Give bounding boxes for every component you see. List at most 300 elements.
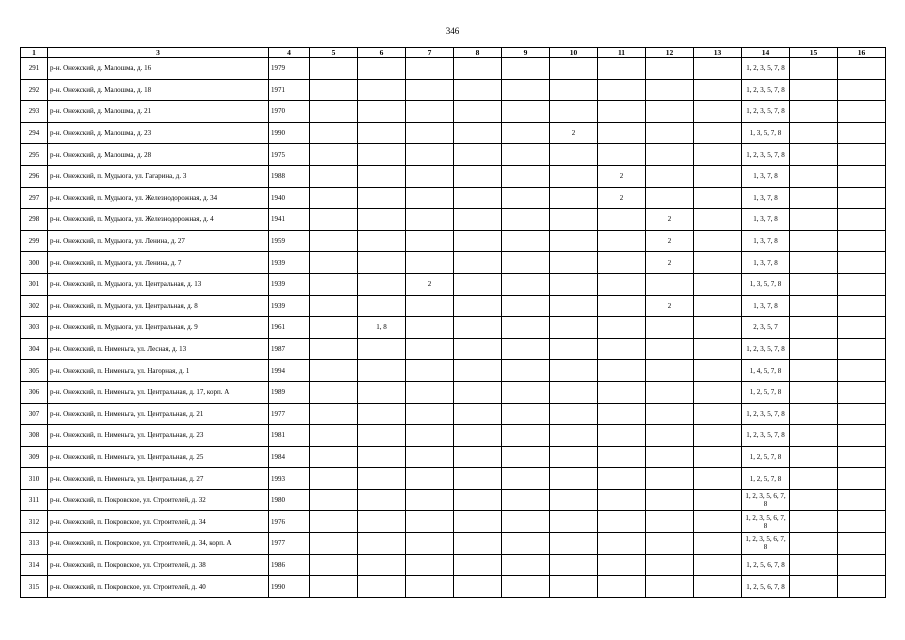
year-cell: 1975 [269,144,310,166]
value-cell [454,187,502,209]
value-cell [454,165,502,187]
year-cell: 1961 [269,317,310,339]
value-cell [694,554,742,576]
value-cell [694,187,742,209]
value-cell: 1, 3, 7, 8 [742,230,790,252]
value-cell [838,446,886,468]
value-cell [598,403,646,425]
column-header: 6 [358,48,406,58]
value-cell [838,360,886,382]
address-cell: р-н. Онежский, п. Покровское, ул. Строителей, д. 32 [48,489,269,511]
row-number-cell: 315 [21,576,48,598]
value-cell [550,554,598,576]
value-cell [310,79,358,101]
value-cell [790,381,838,403]
value-cell [406,489,454,511]
row-number-cell: 294 [21,122,48,144]
value-cell [598,381,646,403]
value-cell [406,338,454,360]
value-cell [646,381,694,403]
value-cell [550,273,598,295]
value-cell [790,144,838,166]
column-header: 3 [48,48,269,58]
value-cell [502,317,550,339]
address-cell: р-н. Онежский, п. Мудьюга, ул. Гагарина, д. 3 [48,165,269,187]
value-cell [550,295,598,317]
value-cell [454,533,502,555]
value-cell [406,295,454,317]
column-header: 5 [310,48,358,58]
value-cell [790,511,838,533]
address-cell: р-н. Онежский, п. Покровское, ул. Строителей, д. 40 [48,576,269,598]
value-cell [406,317,454,339]
value-cell: 1, 2, 3, 5, 7, 8 [742,58,790,80]
year-cell: 1977 [269,533,310,555]
value-cell [790,165,838,187]
value-cell [454,230,502,252]
value-cell [550,533,598,555]
row-number-cell: 312 [21,511,48,533]
value-cell [406,230,454,252]
address-cell: р-н. Онежский, д. Малошма, д. 28 [48,144,269,166]
value-cell [598,446,646,468]
value-cell [406,187,454,209]
year-cell: 1971 [269,79,310,101]
row-number-cell: 307 [21,403,48,425]
address-cell: р-н. Онежский, п. Покровское, ул. Строителей, д. 34 [48,511,269,533]
value-cell [358,230,406,252]
value-cell [454,425,502,447]
value-cell [454,79,502,101]
table-row [21,79,886,101]
value-cell [694,209,742,231]
register-table [20,47,886,598]
table-row [21,468,886,490]
value-cell [454,209,502,231]
value-cell [310,554,358,576]
year-cell: 1990 [269,122,310,144]
year-cell: 1984 [269,446,310,468]
value-cell [598,511,646,533]
value-cell [454,554,502,576]
value-cell [598,58,646,80]
value-cell [406,58,454,80]
value-cell [550,230,598,252]
value-cell [838,403,886,425]
value-cell [838,273,886,295]
value-cell: 2 [550,122,598,144]
column-header: 7 [406,48,454,58]
value-cell [406,252,454,274]
value-cell [694,101,742,123]
value-cell [406,144,454,166]
table-row [21,381,886,403]
value-cell [358,79,406,101]
row-number-cell: 296 [21,165,48,187]
value-cell [550,144,598,166]
row-number-cell: 302 [21,295,48,317]
table-row [21,554,886,576]
year-cell: 1989 [269,381,310,403]
value-cell [694,122,742,144]
value-cell [646,122,694,144]
value-cell [598,468,646,490]
value-cell [838,79,886,101]
value-cell [694,58,742,80]
value-cell [310,101,358,123]
value-cell [454,446,502,468]
value-cell [790,533,838,555]
value-cell [646,554,694,576]
row-number-cell: 311 [21,489,48,511]
value-cell [646,511,694,533]
value-cell [454,58,502,80]
table-row [21,317,886,339]
value-cell [790,295,838,317]
value-cell [310,122,358,144]
value-cell [454,360,502,382]
column-header: 16 [838,48,886,58]
value-cell [406,360,454,382]
value-cell [310,187,358,209]
value-cell [550,101,598,123]
value-cell [694,79,742,101]
year-cell: 1976 [269,511,310,533]
value-cell [694,511,742,533]
value-cell [358,425,406,447]
year-cell: 1941 [269,209,310,231]
value-cell [694,338,742,360]
value-cell [598,489,646,511]
value-cell [790,576,838,598]
value-cell [838,533,886,555]
row-number-cell: 298 [21,209,48,231]
value-cell [406,468,454,490]
year-cell: 1980 [269,489,310,511]
value-cell [502,144,550,166]
year-cell: 1940 [269,187,310,209]
value-cell [406,381,454,403]
value-cell [598,360,646,382]
value-cell [646,576,694,598]
value-cell [694,230,742,252]
value-cell: 2, 3, 5, 7 [742,317,790,339]
value-cell [454,381,502,403]
table-row [21,252,886,274]
value-cell [454,101,502,123]
value-cell [502,338,550,360]
value-cell [550,209,598,231]
row-number-cell: 313 [21,533,48,555]
value-cell [838,122,886,144]
value-cell: 1, 2, 3, 5, 7, 8 [742,79,790,101]
value-cell [310,165,358,187]
row-number-cell: 303 [21,317,48,339]
value-cell: 1, 2, 3, 5, 7, 8 [742,101,790,123]
value-cell [646,317,694,339]
value-cell: 1, 2, 3, 5, 6, 7, 8 [742,511,790,533]
value-cell [598,230,646,252]
value-cell [310,338,358,360]
value-cell: 2 [646,252,694,274]
value-cell [358,489,406,511]
table-row [21,446,886,468]
value-cell: 1, 3, 7, 8 [742,252,790,274]
column-header: 4 [269,48,310,58]
value-cell [838,187,886,209]
value-cell [790,317,838,339]
value-cell [550,79,598,101]
value-cell [598,295,646,317]
table-row [21,209,886,231]
value-cell [790,187,838,209]
value-cell [694,403,742,425]
value-cell [502,122,550,144]
value-cell [406,554,454,576]
value-cell [790,468,838,490]
value-cell [550,360,598,382]
value-cell [646,58,694,80]
value-cell [406,446,454,468]
year-cell: 1993 [269,468,310,490]
value-cell [406,576,454,598]
value-cell [358,58,406,80]
value-cell: 1, 8 [358,317,406,339]
value-cell [646,468,694,490]
value-cell [838,58,886,80]
row-number-cell: 305 [21,360,48,382]
value-cell [838,554,886,576]
address-cell: р-н. Онежский, д. Малошма, д. 23 [48,122,269,144]
value-cell [598,252,646,274]
address-cell: р-н. Онежский, д. Малошма, д. 21 [48,101,269,123]
value-cell [598,209,646,231]
row-number-cell: 308 [21,425,48,447]
value-cell [454,403,502,425]
value-cell [790,425,838,447]
value-cell [406,79,454,101]
value-cell [646,489,694,511]
address-cell: р-н. Онежский, п. Нименьга, ул. Центральная, д. 21 [48,403,269,425]
year-cell: 1986 [269,554,310,576]
value-cell: 1, 2, 3, 5, 7, 8 [742,403,790,425]
value-cell [310,58,358,80]
value-cell [454,511,502,533]
row-number-cell: 309 [21,446,48,468]
value-cell [646,360,694,382]
value-cell [694,489,742,511]
value-cell [646,403,694,425]
column-header: 14 [742,48,790,58]
table-row [21,273,886,295]
value-cell: 1, 2, 5, 7, 8 [742,446,790,468]
year-cell: 1994 [269,360,310,382]
value-cell: 1, 3, 7, 8 [742,187,790,209]
value-cell: 1, 2, 3, 5, 7, 8 [742,338,790,360]
value-cell [310,403,358,425]
address-cell: р-н. Онежский, п. Нименьга, ул. Центральная, д. 25 [48,446,269,468]
table-body [21,58,886,598]
value-cell [598,317,646,339]
value-cell [502,273,550,295]
value-cell [598,554,646,576]
column-header: 15 [790,48,838,58]
address-cell: р-н. Онежский, п. Покровское, ул. Строителей, д. 38 [48,554,269,576]
value-cell [838,252,886,274]
year-cell: 1988 [269,165,310,187]
value-cell [406,403,454,425]
value-cell [454,576,502,598]
value-cell [646,187,694,209]
value-cell [838,489,886,511]
column-header: 10 [550,48,598,58]
value-cell [598,122,646,144]
address-cell: р-н. Онежский, п. Нименьга, ул. Лесная, д. 13 [48,338,269,360]
value-cell [550,58,598,80]
table-row [21,58,886,80]
table-row [21,403,886,425]
value-cell [454,338,502,360]
value-cell [694,468,742,490]
value-cell [502,165,550,187]
value-cell [598,79,646,101]
value-cell [790,360,838,382]
value-cell [358,252,406,274]
value-cell [838,230,886,252]
value-cell [598,338,646,360]
value-cell [646,273,694,295]
value-cell: 1, 3, 7, 8 [742,209,790,231]
value-cell [694,165,742,187]
value-cell [550,489,598,511]
value-cell [310,425,358,447]
page-number: 346 [445,26,460,36]
value-cell [358,209,406,231]
value-cell [790,122,838,144]
value-cell [550,511,598,533]
value-cell [838,425,886,447]
table-row [21,187,886,209]
value-cell [790,446,838,468]
value-cell [838,511,886,533]
value-cell [406,122,454,144]
address-cell: р-н. Онежский, п. Мудьюга, ул. Ленина, д. 7 [48,252,269,274]
value-cell: 1, 2, 3, 5, 6, 7, 8 [742,489,790,511]
value-cell [502,489,550,511]
row-number-cell: 314 [21,554,48,576]
year-cell: 1970 [269,101,310,123]
value-cell [790,230,838,252]
value-cell [646,446,694,468]
value-cell [310,360,358,382]
value-cell [838,381,886,403]
value-cell [694,576,742,598]
address-cell: р-н. Онежский, п. Мудьюга, ул. Центральная, д. 9 [48,317,269,339]
value-cell: 1, 3, 5, 7, 8 [742,122,790,144]
value-cell [358,360,406,382]
value-cell [790,273,838,295]
value-cell [838,165,886,187]
value-cell [550,187,598,209]
value-cell [502,511,550,533]
value-cell [598,101,646,123]
value-cell [310,273,358,295]
value-cell [406,101,454,123]
value-cell [646,425,694,447]
value-cell [598,533,646,555]
table-row [21,230,886,252]
value-cell [550,252,598,274]
value-cell [694,252,742,274]
value-cell [502,252,550,274]
value-cell [310,511,358,533]
value-cell [838,101,886,123]
value-cell: 2 [646,209,694,231]
value-cell [598,425,646,447]
value-cell [502,209,550,231]
value-cell [598,144,646,166]
value-cell [550,338,598,360]
value-cell: 1, 2, 3, 5, 7, 8 [742,425,790,447]
value-cell [502,446,550,468]
value-cell [790,252,838,274]
column-header: 8 [454,48,502,58]
address-cell: р-н. Онежский, п. Покровское, ул. Строителей, д. 34, корп. А [48,533,269,555]
value-cell: 1, 3, 5, 7, 8 [742,273,790,295]
year-cell: 1981 [269,425,310,447]
value-cell [838,295,886,317]
row-number-cell: 297 [21,187,48,209]
value-cell [406,425,454,447]
year-cell: 1959 [269,230,310,252]
value-cell [358,165,406,187]
value-cell [550,381,598,403]
value-cell [358,295,406,317]
value-cell [694,425,742,447]
value-cell [550,468,598,490]
year-cell: 1990 [269,576,310,598]
value-cell [502,403,550,425]
row-number-cell: 301 [21,273,48,295]
value-cell: 1, 2, 5, 7, 8 [742,468,790,490]
value-cell: 1, 2, 5, 6, 7, 8 [742,554,790,576]
value-cell [550,425,598,447]
address-cell: р-н. Онежский, п. Мудьюга, ул. Центральная, д. 8 [48,295,269,317]
value-cell [454,489,502,511]
value-cell [694,446,742,468]
table-row [21,489,886,511]
table-row [21,576,886,598]
value-cell [358,511,406,533]
value-cell [790,489,838,511]
value-cell [694,144,742,166]
value-cell [790,58,838,80]
year-cell: 1939 [269,252,310,274]
value-cell [694,317,742,339]
value-cell: 2 [646,230,694,252]
value-cell [310,381,358,403]
value-cell [838,317,886,339]
value-cell [310,446,358,468]
value-cell [502,79,550,101]
value-cell [358,338,406,360]
address-cell: р-н. Онежский, п. Нименьга, ул. Центральная, д. 27 [48,468,269,490]
value-cell [454,122,502,144]
header-row [21,48,886,58]
value-cell [310,468,358,490]
value-cell [358,144,406,166]
table-row [21,511,886,533]
